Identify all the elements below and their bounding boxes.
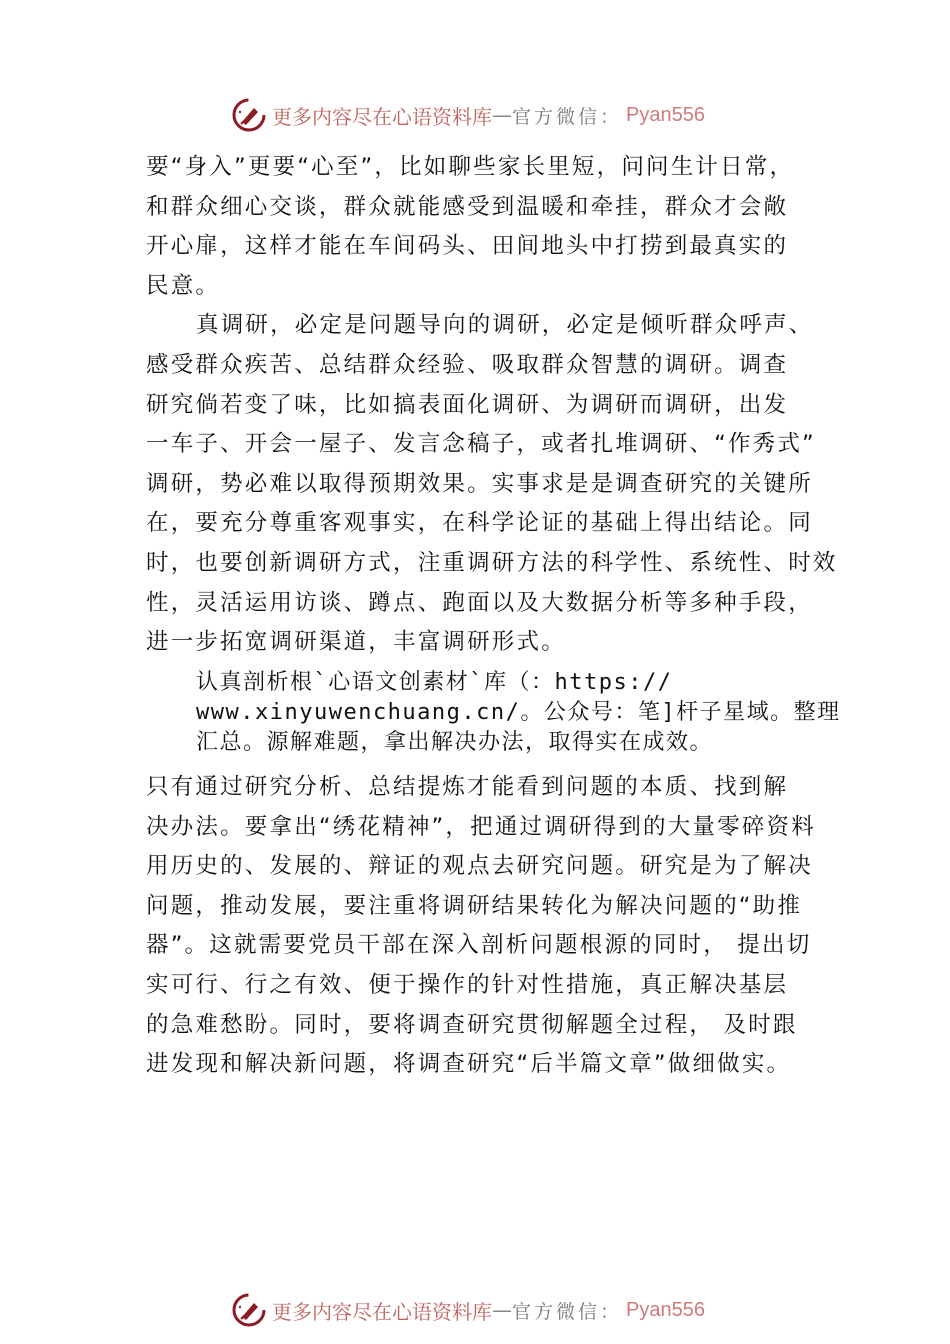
banner-wechat-id: Pyan556 [626, 1298, 705, 1321]
banner-wechat-id: Pyan556 [626, 103, 705, 126]
paragraph-1 [146, 148, 826, 306]
note-line: 汇总。源解难题，拿出解决办法，取得实在成效。 [196, 730, 714, 755]
document-body-lower [146, 768, 836, 1085]
text-line: 开心扉，这样才能在车间码头、田间地头中打捞到最真实的 [146, 233, 789, 260]
footer-banner [232, 1290, 705, 1330]
banner-main-text: 更多内容尽在心语资料库 [272, 1299, 492, 1324]
text-line: 研究倘若变了味，比如搞表面化调研、为调研而调研，出发 [146, 391, 789, 418]
note-line: 认真剖析根`心语文创素材`库（：https:// [196, 670, 673, 695]
text-line: 调研，势必难以取得预期效果。实事求是是调查研究的关键所 [146, 470, 813, 497]
quill-pen-logo-icon [232, 1293, 266, 1327]
text-line: 民意。 [146, 272, 221, 299]
text-line: 问题，推动发展，要注重将调研结果转化为解决问题的“助推 [146, 892, 803, 919]
quill-pen-logo-icon [232, 98, 266, 132]
text-line: 和群众细心交谈，群众就能感受到温暖和牵挂，群众才会敞 [146, 193, 789, 220]
banner-wechat-label: 官方微信： [512, 1300, 623, 1323]
text-line: 只有通过研究分析、总结提炼才能看到问题的本质、找到解 [146, 774, 789, 800]
watermark-note [196, 668, 841, 758]
paragraph-2 [146, 306, 838, 662]
text-line: 用历史的、发展的、辩证的观点去研究问题。研究是为了解决 [146, 853, 813, 880]
text-line: 要“身入”更要“心至”，比如聊些家长里短，问问生计日常， [146, 154, 795, 180]
text-line: 在，要充分尊重客观事实，在科学论证的基础上得出结论。同 [146, 510, 813, 537]
text-line: 的急难愁盼。同时，要将调查研究贯彻解题全过程， 及时跟 [146, 1011, 798, 1038]
text-line: 真调研，必定是问题导向的调研，必定是倾听群众呼声、 [196, 312, 814, 339]
text-line: 时，也要创新调研方式，注重调研方法的科学性、系统性、时效 [146, 549, 838, 576]
text-line: 实可行、行之有效、便于操作的针对性措施，真正解决基层 [146, 971, 789, 998]
banner-main-text: 更多内容尽在心语资料库 [272, 104, 492, 129]
text-line: 决办法。要拿出“绣花精神”，把通过调研得到的大量零碎资料 [146, 813, 816, 840]
text-line: 一车子、开会一屋子、发言念稿子，或者扎堆调研、“作秀式” [146, 431, 816, 458]
banner-dash: — [492, 1298, 512, 1322]
banner-wechat-label: 官方微信： [512, 105, 623, 128]
note-line: www.xinyuwenchuang.cn/。公众号：笔]杆子星域。整理 [196, 700, 841, 725]
text-line: 进发现和解决新问题，将调查研究“后半篇文章”做细做实。 [146, 1051, 792, 1078]
text-line: 进一步拓宽调研渠道，丰富调研形式。 [146, 629, 566, 656]
text-line: 感受群众疾苦、总结群众经验、吸取群众智慧的调研。调查 [146, 351, 789, 378]
banner-dash: — [492, 103, 512, 127]
paragraph-3 [146, 768, 836, 1085]
text-line: 性，灵活运用访谈、蹲点、跑面以及大数据分析等多种手段， [146, 589, 813, 616]
document-body-upper [146, 148, 838, 663]
header-banner [232, 95, 705, 135]
text-line: 器”。这就需要党员干部在深入剖析问题根源的同时， 提出切 [146, 932, 812, 959]
